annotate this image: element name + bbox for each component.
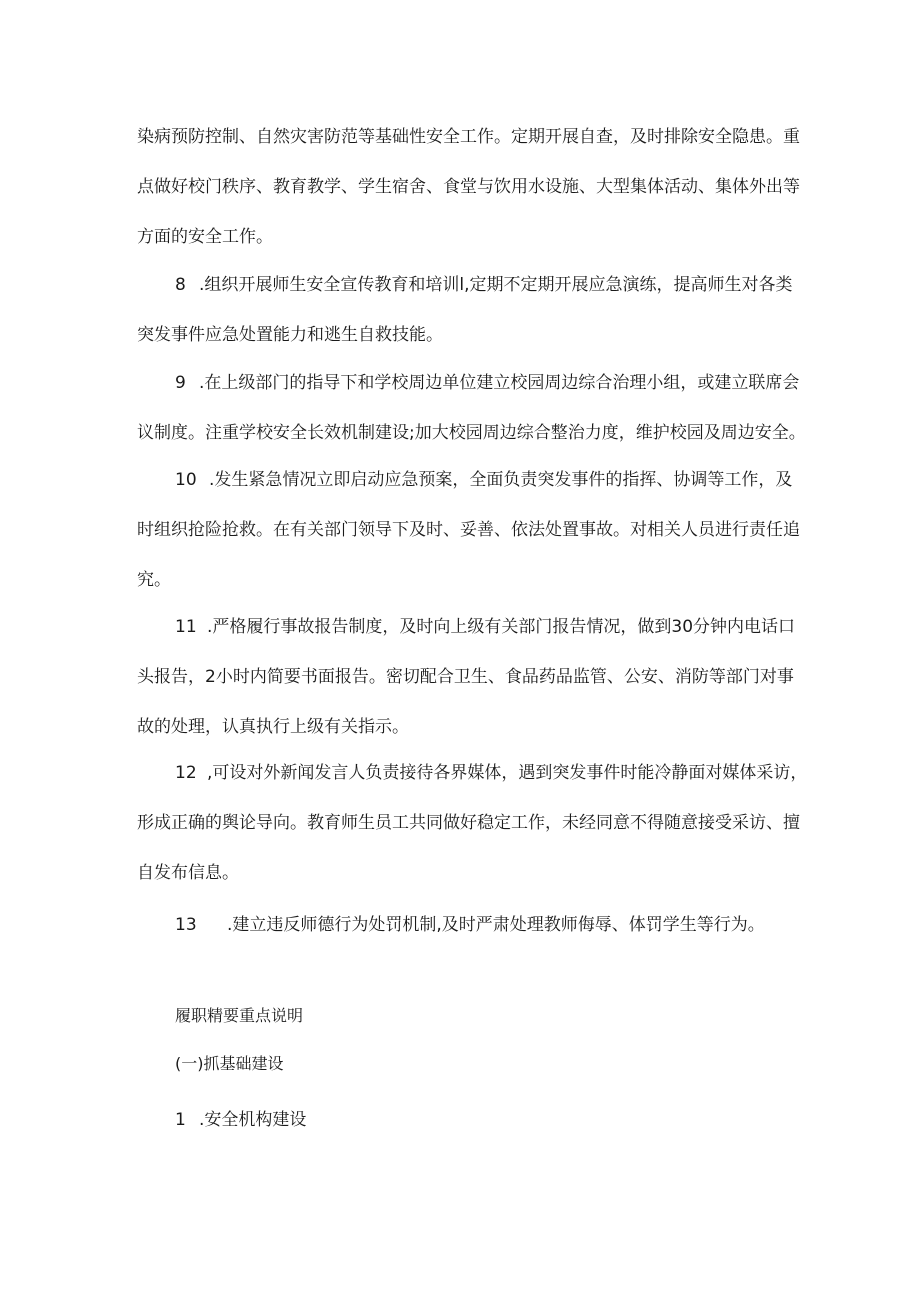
text-line: 议制度。注重学校安全长效机制建设;加大校园周边综合整治力度，维护校园及周边安全。 bbox=[137, 423, 806, 443]
text-line: ,可设对外新闻发言人负责接待各界媒体，遇到突发事件时能冷静面对媒体采访， bbox=[207, 763, 808, 783]
text-line: 自发布信息。 bbox=[137, 863, 239, 883]
text-line: .发生紧急情况立即启动应急预案，全面负责突发事件的指挥、协调等工作，及 bbox=[209, 470, 793, 490]
item-number: 11 bbox=[175, 617, 197, 637]
item-text: .安全机构建设 bbox=[199, 1110, 307, 1130]
text-line: .严格履行事故报告制度，及时向上级有关部门报告情况，做到30分钟内电话口 bbox=[207, 617, 796, 637]
item-number: 9 bbox=[175, 373, 186, 393]
text-line: .组织开展师生安全宣传教育和培训l,定期不定期开展应急演练，提高师生对各类 bbox=[199, 275, 793, 295]
item-number: 1 bbox=[175, 1110, 186, 1130]
item-number: 10 bbox=[175, 470, 197, 490]
text-line: 点做好校门秩序、教育教学、学生宿舍、食堂与饮用水设施、大型集体活动、集体外出等 bbox=[137, 177, 800, 197]
text-line: .在上级部门的指导下和学校周边单位建立校园周边综合治理小组，或建立联席会 bbox=[199, 373, 800, 393]
text-line: .建立违反师德行为处罚机制,及时严肃处理教师侮辱、体罚学生等行为。 bbox=[227, 915, 765, 935]
list-item-1 bbox=[175, 1108, 306, 1132]
text-line: 头报告，2小时内简要书面报告。密切配合卫生、食品药品监管、公安、消防等部门对事 bbox=[137, 667, 794, 687]
text-line: 究。 bbox=[137, 570, 171, 590]
text-line: 方面的安全工作。 bbox=[137, 227, 273, 247]
text-line: 故的处理，认真执行上级有关指示。 bbox=[137, 717, 409, 737]
list-item-12 bbox=[137, 748, 808, 898]
text-line: 时组织抢险抢救。在有关部门领导下及时、妥善、依法处置事故。对相关人员进行责任追 bbox=[137, 520, 800, 540]
section-title: 履职精要重点说明 bbox=[175, 1006, 304, 1025]
text-line: 形成正确的舆论导向。教育师生员工共同做好稳定工作，未经同意不得随意接受采访、擅 bbox=[137, 813, 800, 833]
text-line: 突发事件应急处置能力和逃生自救技能。 bbox=[137, 325, 443, 345]
item-number: 12 bbox=[175, 763, 197, 783]
text-line: 染病预防控制、自然灾害防范等基础性安全工作。定期开展自查，及时排除安全隐患。重 bbox=[137, 127, 800, 147]
paragraph-continuation bbox=[137, 112, 800, 262]
list-item-13 bbox=[137, 900, 797, 950]
item-number: 13 bbox=[175, 915, 197, 935]
list-item-9 bbox=[137, 358, 806, 458]
item-number: 8 bbox=[175, 275, 186, 295]
list-item-8 bbox=[137, 260, 797, 360]
list-item-10 bbox=[137, 455, 800, 605]
subsection-title: (一)抓基础建设 bbox=[175, 1054, 284, 1073]
list-item-11 bbox=[137, 602, 797, 752]
